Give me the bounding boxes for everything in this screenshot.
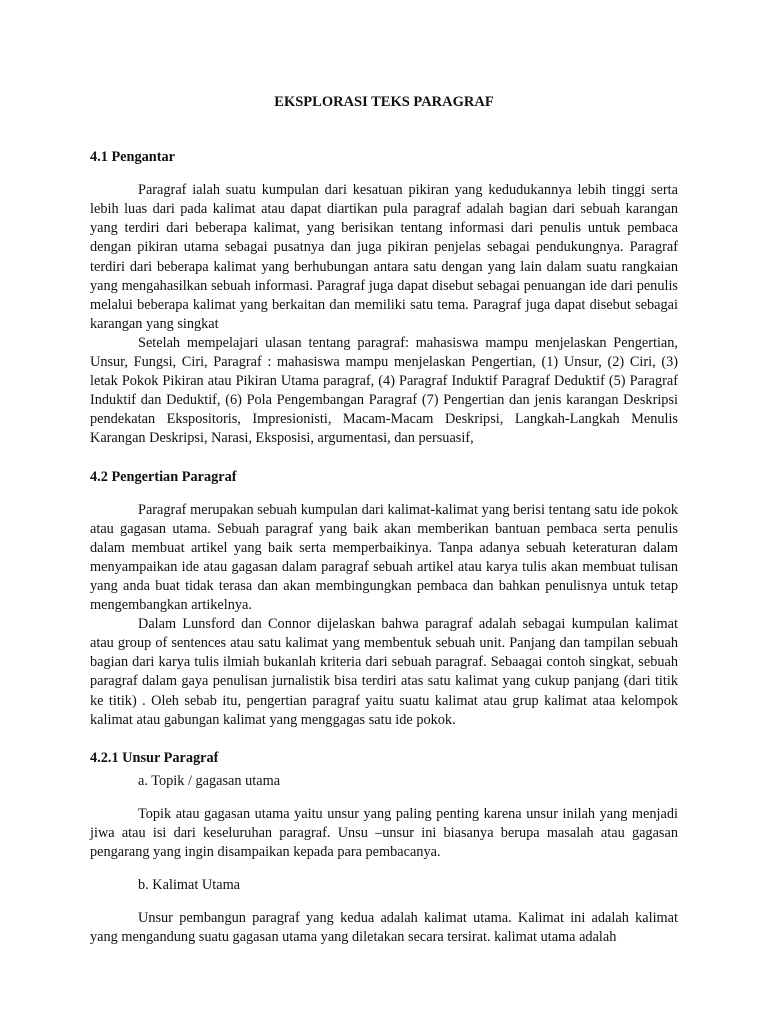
paragraph-pengertian-2: Dalam Lunsford dan Connor dijelaskan bahwa paragraf adalah sebagai kumpulan kalimat atau group of sentences atau satu kalimat yang membentuk sebuah unit. Panjang dan tampilan sebuah bagian dari karya tulis ilmiah bukanlah kriteria dari sebuah paragraf. Sebaagai contoh singkat, sebuah paragraf dalam gaya penulisan jurnalistik bisa terdiri atas satu kalimat yang cukup panjang (dari titik ke titik) . Oleh sebab itu, pengertian paragraf yaitu suatu kalimat atau grup kalimat ataa kelompok kalimat atau gabungan kalimat yang menggagas satu ide pokok. [90,616,678,728]
list-item-text-b: Unsur pembangun paragraf yang kedua adalah kalimat utama. Kalimat ini adalah kalimat yang mengandung suatu gagasan utama yang diletakan secara tersirat. kalimat utama adalah [90,910,678,946]
document-title: EKSPLORASI TEKS PARAGRAF [274,94,494,110]
paragraph-pengertian-1: Paragraf merupakan sebuah kumpulan dari kalimat-kalimat yang berisi tentang satu ide pokok atau gagasan utama. Sebuah paragraf yang baik akan memberikan bantuan pembaca serta penulis dalam membuat artikel yang baik serta memperbaikinya. Tanpa adanya sebuah keteraturan dalam menyampaikan ide atau gagasan dalam paragraf sebuah artikel atau karya tulis akan membuat tulisan yang anda buat tidak terasa dan akan membingungkan pembaca dan bahkan penulisnya untuk tetap mengembangkan artikelnya. [90,501,678,614]
list-item-label-a: a. Topik / gagasan utama [138,772,281,789]
section-heading-pengertian: 4.2 Pengertian Paragraf [90,468,237,485]
page-content [90,93,678,947]
list-item-text-a: Topik atau gagasan utama yaitu unsur yang paling penting karena unsur inilah yang menjadi jiwa atau isi dari keseluruhan paragraf. Unsu –unsur ini biasanya berupa masalah atau gagasan pengarang yang ingin disampaikan kepada para pembacanya. [90,805,678,861]
section-heading-pengantar: 4.1 Pengantar [90,149,175,166]
paragraph-pengantar-2: Setelah mempelajari ulasan tentang paragraf: mahasiswa mampu menjelaskan Pengertian, Unsur, Fungsi, Ciri, Paragraf : mahasiswa mampu menjelaskan Pengertian, (1) Unsur, (2) Ciri, (3) letak Pokok Pikiran atau Pikiran Utama paragraf, (4) Paragraf Induktif Paragraf Deduktif (5) Paragraf Induktif dan Deduktif, (6) Pola Pengembangan Paragraf (7) Pengertian dan jenis karangan Deskripsi pendekatan Ekspositoris, Impresionisti, Macam-Macam Deskripsi, Langkah-Langkah Menulis Karangan Deskripsi, Narasi, Eksposisi, argumentasi, dan persuasif, [90,334,678,447]
list-item-label-b: b. Kalimat Utama [138,877,241,894]
section-heading-unsur: 4.2.1 Unsur Paragraf [90,749,219,766]
paragraph-pengantar-1: Paragraf ialah suatu kumpulan dari kesatuan pikiran yang kedudukannya lebih tinggi serta lebih luas dari pada kalimat atau dapat diartikan pula paragraf adalah bagian dari sebuah karangan yang terdiri dari beberapa kalimat, yang berisikan tentang informasi dari penulis untuk pembaca dengan pikiran utama sebagai pusatnya dan juga pikiran penjelas sebagai pendukungnya. Paragraf terdiri dari beberapa kalimat yang berhubungan antara satu dengan yang lain dalam suatu rangkaian yang mengahasilkan sebuah informasi. Paragraf juga dapat disebut sebagai penuangan ide dari penulis melalui beberapa kalimat yang berkaitan dan memiliki satu tema. Paragraf juga dapat disebut sebagai karangan yang singkat [90,182,678,332]
